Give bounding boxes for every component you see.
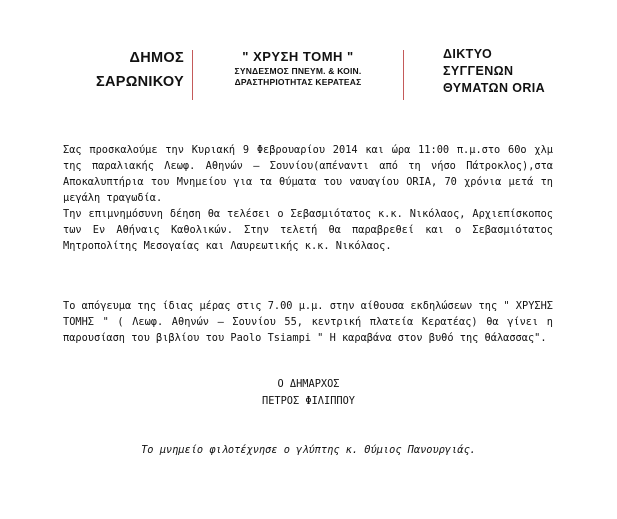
network-line-1: ΔΙΚΤΥΟ: [443, 47, 493, 61]
municipality-line-1: ΔΗΜΟΣ: [129, 50, 184, 66]
network-name: [443, 46, 603, 97]
association-sub-line-1: ΣΥΝΔΕΣΜΟΣ ΠΝΕΥΜ. & ΚΟΙΝ.: [234, 66, 362, 76]
letter-body: [63, 142, 553, 344]
association-name: [196, 48, 400, 88]
signature-role: Ο ΔΗΜΑΡΧΟΣ: [277, 378, 340, 390]
municipality-line-2: ΣΑΡΩΝΙΚΟΥ: [95, 74, 184, 90]
sculptor-credit: Το μνημείο φιλοτέχνησε ο γλύπτης κ. Θύμιος Πανουργιάς.: [141, 444, 476, 456]
letterhead: [0, 42, 617, 98]
network-line-2: ΣΥΓΓΕΝΩΝ: [443, 64, 514, 78]
association-title: " ΧΡΥΣΗ ΤΟΜΗ ": [242, 49, 354, 64]
paragraph-book-presentation: Το απόγευμα της ίδιας μέρας στις 7.00 μ.μ. στην αίθουσα εκδηλώσεων της " ΧΡΥΣΗΣ ΤΟΜΗΣ " ( Λεωφ. Αθηνών – Σουνίου 55, κεντρική πλατεία Κερατέας) θα γίνει η παρουσίαση του βιβλίου του Paolo Tsiampi " Η καραβάνα στον βυθό της θάλασσας".: [63, 300, 553, 344]
network-line-3: ΘΥΜΑΤΩΝ ORIA: [443, 81, 546, 95]
paragraph-invitation: Σας προσκαλούμε την Κυριακή 9 Φεβρουαρίου 2014 και ώρα 11:00 π.μ.στο 60ο χλμ της παραλιακής Λεωφ. Αθηνών – Σουνίου(απέναντι από τη νήσο Πάτροκλος),στα Αποκαλυπτήρια του Μνημείου για τα θύματα του ναυαγίου ORIA, 70 χρόνια μετά τη μεγάλη τραγωδία.: [63, 144, 553, 204]
association-sub-line-2: ΔΡΑΣΤΗΡΙΟΤΗΤΑΣ ΚΕΡΑΤΕΑΣ: [234, 77, 362, 87]
signature-name: ΠΕΤΡΟΣ ΦΙΛΙΠΠΟΥ: [262, 395, 355, 407]
header-divider-right: [403, 50, 404, 100]
municipality-name: [84, 46, 184, 94]
paragraph-memorial-service: Την επιμνημόσυνη δέηση θα τελέσει ο Σεβασμιότατος κ.κ. Νικόλαος, Αρχιεπίσκοπος των Εν Αθήναις Καθολικών. Στην τελετή θα παραβρεθεί και ο Σεβασμιότατος Μητροπολίτης Μεσογαίας και Λαυρεωτικής κ.κ. Νικόλαος.: [63, 208, 553, 252]
header-divider-left: [192, 50, 193, 100]
signature-block: [0, 376, 617, 410]
